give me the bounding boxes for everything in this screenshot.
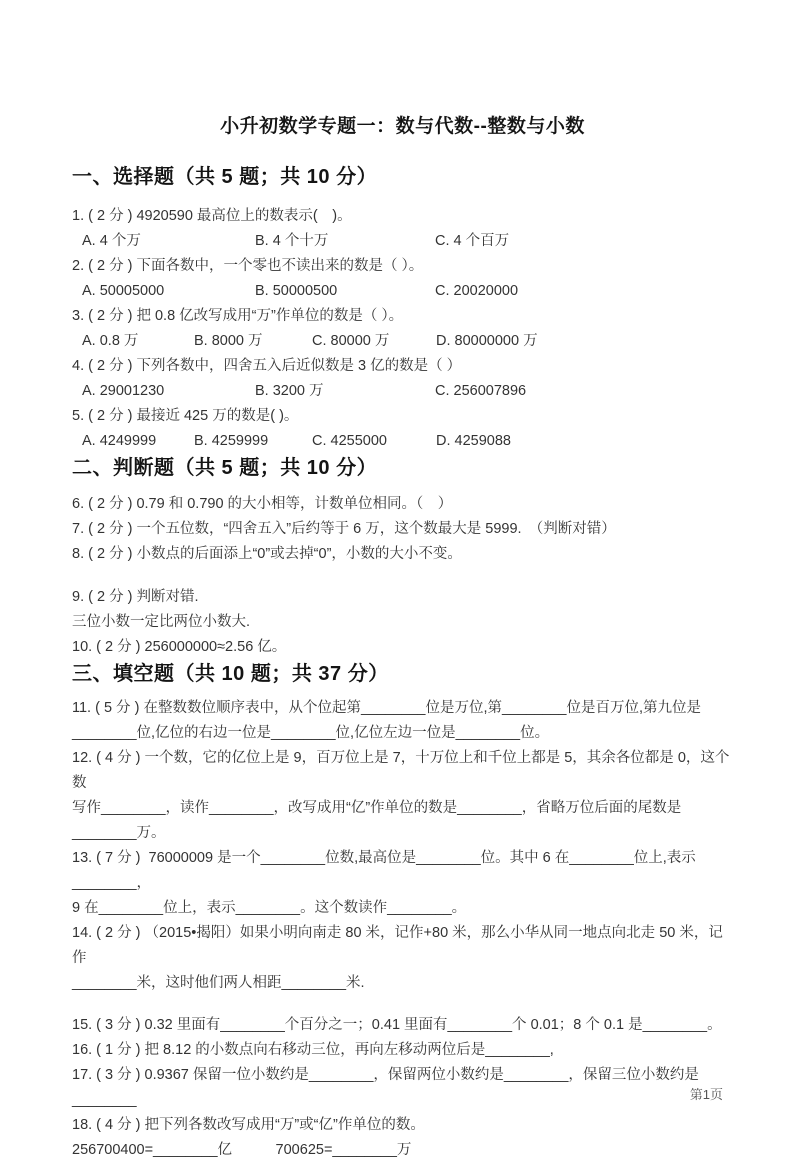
- page-title: 小升初数学专题一：数与代数--整数与小数: [220, 116, 585, 137]
- question-3-options: [72, 329, 733, 354]
- option-a: A. 4 个万: [82, 233, 141, 249]
- section-3-heading: 三、填空题（共 10 题；共 37 分）: [72, 663, 389, 685]
- option-d: D. 80000000 万: [436, 333, 538, 349]
- question-13-continuation: 9 在________位上，表示________。这个数读作________。: [72, 900, 467, 916]
- question-1-text: 1. ( 2 分 ) 4920590 最高位上的数表示( )。: [72, 208, 352, 224]
- option-c: C. 256007896: [435, 383, 527, 399]
- question-1-options: [72, 229, 733, 254]
- question-12-text: 12. ( 4 分 ) 一个数，它的亿位上是 9，百万位上是 7，十万位上和千位上都是 5，其余各位都是 0，这个数: [72, 750, 730, 791]
- option-a: A. 29001230: [82, 383, 165, 399]
- option-a: A. 50005000: [82, 283, 165, 299]
- question-3-text: 3. ( 2 分 ) 把 0.8 亿改写成用“万”作单位的数是（ ）。: [72, 308, 404, 324]
- question-13-text: 13. ( 7 分 ) 76000009 是一个________位数,最高位是________位。其中 6 在________位上,表示________，: [72, 850, 696, 891]
- question-14-continuation: ________米，这时他们两人相距________米.: [72, 975, 365, 991]
- section-1-heading: 一、选择题（共 5 题；共 10 分）: [72, 166, 378, 188]
- question-2-options: [72, 279, 733, 304]
- question-7-text: 7. ( 2 分 ) 一个五位数，“四舍五入”后约等于 6 万，这个数最大是 5999. （判断对错）: [72, 521, 616, 537]
- option-d: D. 4259088: [436, 433, 511, 449]
- option-c: C. 80000 万: [312, 333, 390, 349]
- option-b: B. 4 个十万: [255, 233, 329, 249]
- option-a: A. 0.8 万: [82, 333, 139, 349]
- question-9-text: 9. ( 2 分 ) 判断对错.: [72, 589, 199, 605]
- question-5-text: 5. ( 2 分 ) 最接近 425 万的数是( )。: [72, 408, 299, 424]
- question-11-text: 11. ( 5 分 ) 在整数数位顺序表中，从个位起第________位是万位,第________位是百万位,第九位是: [72, 700, 702, 716]
- option-b: B. 8000 万: [194, 333, 263, 349]
- question-15-text: 15. ( 3 分 ) 0.32 里面有________个百分之一；0.41 里面有________个 0.01；8 个 0.1 是________。: [72, 1017, 722, 1033]
- question-8-text: 8. ( 2 分 ) 小数点的后面添上“0”或去掉“0”，小数的大小不变。: [72, 546, 462, 562]
- question-12-continuation: 写作________，读作________，改写成用“亿”作单位的数是________，省略万位后面的尾数是________万。: [72, 800, 682, 841]
- question-4-text: 4. ( 2 分 ) 下列各数中，四舍五入后近似数是 3 亿的数是（ ）: [72, 358, 462, 374]
- page-number: 第1页: [689, 1087, 723, 1102]
- option-c: C. 4255000: [312, 433, 387, 449]
- question-11-continuation: ________位,亿位的右边一位是________位,亿位左边一位是________位。: [72, 725, 550, 741]
- question-18-text: 18. ( 4 分 ) 把下列各数改写成用“万”或“亿”作单位的数。: [72, 1117, 425, 1133]
- question-4-options: [72, 379, 733, 404]
- question-14-text: 14. ( 2 分 ) （2015•揭阳）如果小明向南走 80 米，记作+80 米，那么小华从同一地点向北走 50 米，记作: [72, 925, 723, 966]
- option-c: C. 20020000: [435, 283, 519, 299]
- option-b: B. 4259999: [194, 433, 269, 449]
- question-18-continuation: 256700400=________亿 700625=________万: [72, 1142, 412, 1158]
- question-16-text: 16. ( 1 分 ) 把 8.12 的小数点向右移动三位，再向左移动两位后是________,: [72, 1042, 554, 1058]
- question-9-continuation: 三位小数一定比两位小数大.: [72, 614, 251, 630]
- option-b: B. 50000500: [255, 283, 338, 299]
- option-a: A. 4249999: [82, 433, 157, 449]
- question-10-text: 10. ( 2 分 ) 256000000≈2.56 亿。: [72, 639, 287, 655]
- question-17-text: 17. ( 3 分 ) 0.9367 保留一位小数约是________，保留两位小数约是________，保留三位小数约是________: [72, 1067, 699, 1108]
- question-2-text: 2. ( 2 分 ) 下面各数中，一个零也不读出来的数是（ ）。: [72, 258, 424, 274]
- question-6-text: 6. ( 2 分 ) 0.79 和 0.790 的大小相等，计数单位相同。（ ）: [72, 496, 453, 512]
- option-c: C. 4 个百万: [435, 233, 510, 249]
- option-b: B. 3200 万: [255, 383, 324, 399]
- section-2-heading: 二、判断题（共 5 题；共 10 分）: [72, 457, 378, 479]
- question-5-options: [72, 429, 733, 454]
